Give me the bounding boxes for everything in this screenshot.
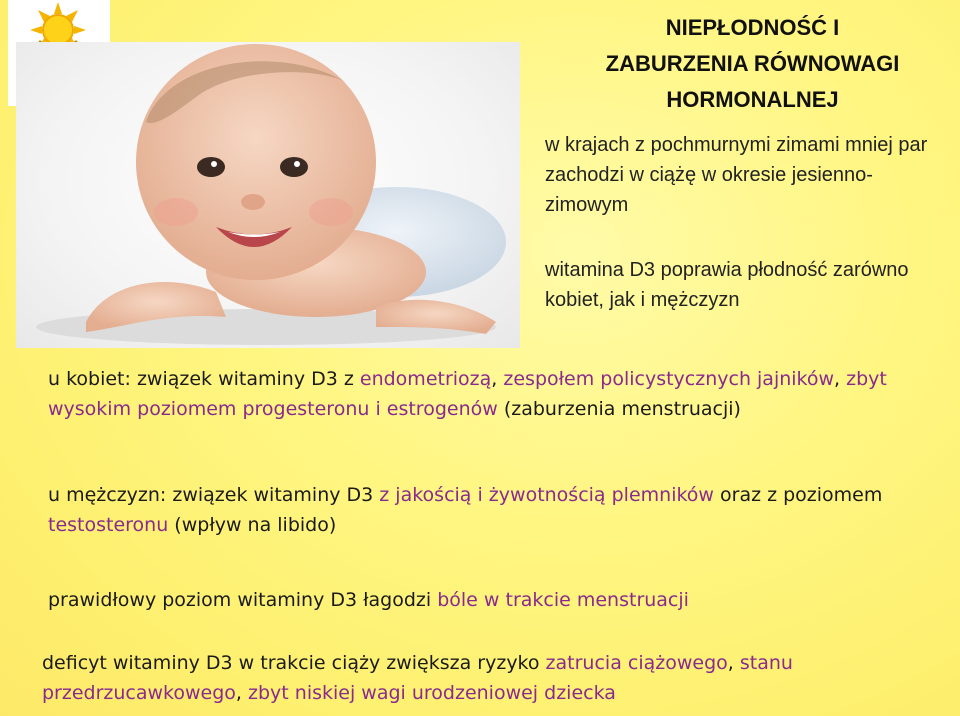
- right-paragraph-winters: w krajach z pochmurnymi zimami mniej par zachodzi w ciążę w okresie jesienno-zimowym: [545, 134, 928, 216]
- paragraph-men: [48, 480, 928, 540]
- text: u mężczyzn: związek witaminy D3: [48, 484, 380, 506]
- highlight-testosterone: testosteronu: [48, 514, 169, 536]
- right-paragraph-fertility: witamina D3 poprawia płodność zarówno kobiet, jak i mężczyzn: [545, 259, 909, 311]
- text: prawidłowy poziom witaminy D3 łagodzi: [48, 589, 438, 611]
- highlight-low-birth-weight: zbyt niskiej wagi urodzeniowej dziecka: [248, 682, 616, 704]
- paragraph-pregnancy: [42, 648, 942, 708]
- text: ,: [491, 368, 504, 390]
- paragraph-menstrual-pain: [48, 585, 928, 615]
- text: deficyt witaminy D3 w trakcie ciąży zwiększa ryzyko: [42, 652, 546, 674]
- highlight-sperm: z jakością i żywotnością plemników: [379, 484, 714, 506]
- title-line-2: ZABURZENIA RÓWNOWAGI: [605, 51, 900, 76]
- title-line-1: NIEPŁODNOŚĆ I: [665, 15, 840, 40]
- paragraph-women: [48, 364, 928, 424]
- text: ,: [727, 652, 740, 674]
- highlight-preeclampsia: stanu przedrzucawkowego: [42, 652, 793, 704]
- highlight-toxemia: zatrucia ciążowego: [545, 652, 728, 674]
- highlight-hormones: zbyt wysokim poziomem progesteronu i estrogenów: [48, 368, 887, 420]
- baby-photo: [16, 42, 520, 348]
- page-title: [555, 10, 950, 118]
- text: ,: [235, 682, 249, 704]
- text: oraz z poziomem: [713, 484, 883, 506]
- text: (wpływ na libido): [168, 514, 337, 536]
- highlight-pcos: zespołem policystycznych jajników: [503, 368, 835, 390]
- highlight-endometriosis: endometriozą: [359, 368, 492, 390]
- title-line-3: HORMONALNEJ: [666, 87, 839, 112]
- highlight-pain: bóle w trakcie menstruacji: [437, 589, 689, 611]
- text: ,: [834, 368, 847, 390]
- text: (zaburzenia menstruacji): [497, 398, 741, 420]
- text: u kobiet: związek witaminy D3 z: [48, 368, 360, 390]
